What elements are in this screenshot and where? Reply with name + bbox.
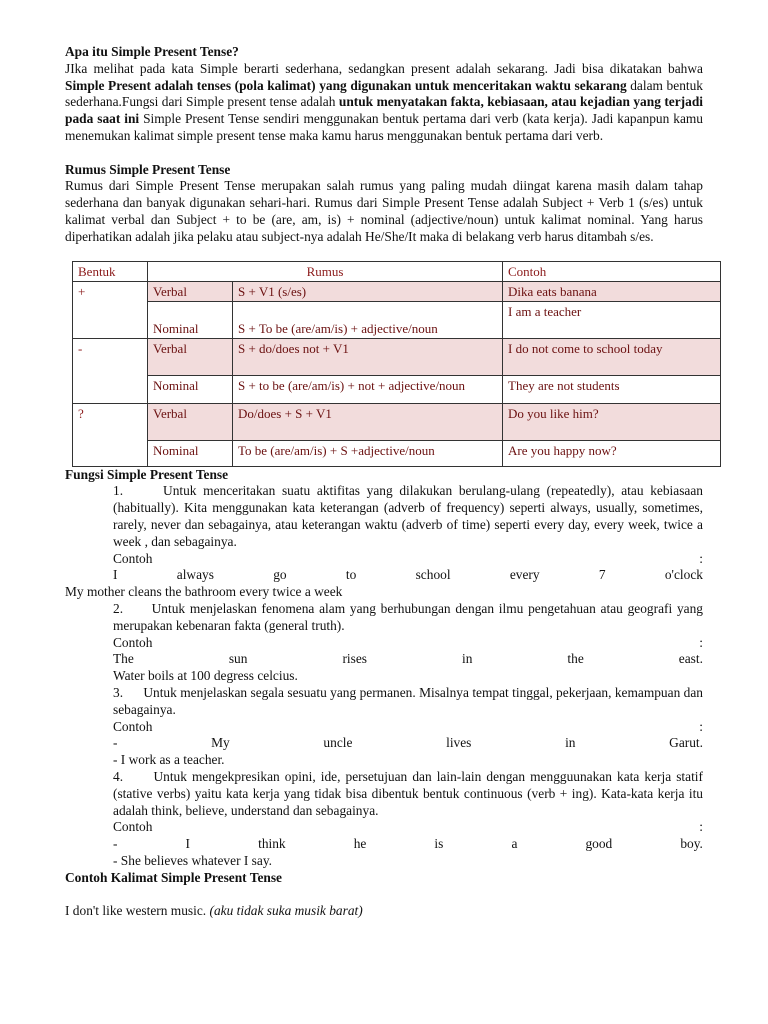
table-row (73, 440, 721, 466)
function-list (65, 483, 703, 869)
section-title-contoh-kalimat: Contoh Kalimat Simple Present Tense (65, 869, 282, 885)
table-cell-type: Nominal (148, 301, 233, 338)
example-word: - (113, 836, 118, 852)
example-sentence: Water boils at 100 degress celcius. (113, 668, 298, 684)
table-cell-example: I am a teacher (503, 301, 721, 338)
example-sentence-spread (113, 735, 703, 752)
example-word: east. (678, 651, 703, 667)
table-header-row (73, 261, 721, 281)
document-page (65, 44, 703, 920)
example-sentence-spread (113, 651, 703, 668)
colon: : (699, 819, 703, 835)
example-word: The (113, 651, 134, 667)
sign-positive: + (73, 281, 148, 338)
example-word: I (113, 567, 118, 583)
example-word: every (509, 567, 540, 583)
contoh-label-row (113, 635, 703, 652)
intro-text-a: JIka melihat pada kata Simple berarti sederhana, sedangkan present adalah sekarang. Jadi bisa dikatakan bahwa (65, 60, 703, 76)
example-word: the (567, 651, 584, 667)
function-item-text: 2. Untuk menjelaskan fenomena alam yang berhubungan dengan ilmu pengetahuan atau geografi yang merupakan kebenaran fakta (general truth). (113, 600, 703, 633)
example-sentence-spread (113, 836, 703, 853)
table-cell-type: Verbal (148, 338, 233, 375)
example-word: go (273, 567, 287, 583)
example-word: to (345, 567, 357, 583)
spacer (65, 145, 703, 162)
formula-table (72, 261, 721, 467)
section-intro-paragraph (65, 61, 703, 145)
table-cell-example: Dika eats banana (503, 281, 721, 301)
table-cell-formula: S + do/does not + V1 (233, 338, 503, 375)
example-word: in (565, 735, 576, 751)
function-item-text: 4. Untuk mengekpresikan opini, ide, persetujuan dan lain-lain dengan mengguunakan kata kerja statif (stative verbs) yaitu kata kerja yang tidak bisa dibentuk bentuk continuous (verb + ing). Kata-kata kerja itu adalah think, believe, understand dan sebagainya. (113, 768, 703, 818)
table-row (73, 301, 721, 338)
colon: : (699, 634, 703, 650)
contoh-label: Contoh (113, 718, 153, 734)
sign-question: ? (73, 403, 148, 466)
table-cell-formula: Do/does + S + V1 (233, 403, 503, 440)
example-word: good (585, 836, 613, 852)
example-sentence: - She believes whatever I say. (113, 852, 273, 868)
example-word: uncle (323, 735, 353, 751)
table-row (73, 403, 721, 440)
example-word: school (415, 567, 451, 583)
intro-bold-b: Simple Present adalah tenses (pola kalimat) yang digunakan untuk menceritakan waktu sekarang (65, 77, 627, 93)
intro-text-c: dalam bentuk sederhana.Fungsi dari Simple present tense adalah (65, 77, 703, 110)
table-row (73, 338, 721, 375)
example-english: I don't like western music. (65, 903, 210, 919)
example-word: I (185, 836, 191, 852)
table-cell-example: Are you happy now? (503, 440, 721, 466)
example-word: Garut. (669, 735, 703, 751)
example-line (65, 903, 703, 920)
example-word: rises (342, 651, 367, 667)
example-sentence-spread (113, 567, 703, 584)
example-word: 7 (598, 567, 606, 583)
spacer (65, 886, 703, 903)
colon: : (699, 550, 703, 566)
example-sentence: - I work as a teacher. (113, 752, 225, 768)
intro-text-e: Simple Present Tense sendiri menggunakan bentuk pertama dari verb (kata kerja). Jadi kapanpun kamu menemukan kalimat simple present tense maka kamu harus menggunakan bentuk pertama dari verb. (65, 111, 704, 143)
table-cell-example: They are not students (503, 375, 721, 403)
example-word: a (511, 836, 518, 852)
table-row (73, 281, 721, 301)
table-cell-type: Verbal (148, 403, 233, 440)
example-word: lives (446, 735, 472, 751)
contoh-label: Contoh (113, 550, 153, 566)
section-title-fungsi: Fungsi Simple Present Tense (65, 466, 229, 482)
table-row (73, 375, 721, 403)
contoh-label: Contoh (113, 819, 153, 835)
example-word: o'clock (664, 567, 703, 583)
section-title-apa-itu: Apa itu Simple Present Tense? (65, 44, 239, 59)
header-contoh: Contoh (503, 261, 721, 281)
intro-bold-d: untuk menyatakan fakta, kebiasaan, atau kejadian yang terjadi pada saat ini (65, 94, 703, 127)
table-cell-type: Nominal (148, 440, 233, 466)
example-word: - (113, 735, 118, 751)
table-cell-type: Verbal (148, 281, 233, 301)
table-cell-example: I do not come to school today (503, 338, 721, 375)
example-word: boy. (680, 836, 703, 852)
example-word: in (461, 651, 473, 667)
example-word: My (211, 735, 230, 751)
table-cell-formula: S + V1 (s/es) (233, 281, 503, 301)
table-cell-formula: To be (are/am/is) + S +adjective/noun (233, 440, 503, 466)
function-item-text: 1. Untuk menceritakan suatu aktifitas yang dilakukan berulang-ulang (repeatedly), atau kebiasaan (habitually). Kita menggunakan kata keterangan (adverb of frequency) seperti always, usually, sometimes, rarely, never dan sebagainya, atau keterangan waktu (adverb of time) seperti every day, every week, twice a week , dan sebagainya. (113, 483, 703, 549)
colon: : (699, 718, 703, 734)
table-cell-type: Nominal (148, 375, 233, 403)
example-word: always (176, 567, 214, 583)
contoh-label-row (113, 819, 703, 836)
example-sentence: My mother cleans the bathroom every twice a week (65, 584, 343, 600)
section-title-rumus: Rumus Simple Present Tense (65, 161, 231, 177)
example-word: sun (228, 651, 248, 667)
table-cell-formula: S + To be (are/am/is) + adjective/noun (233, 301, 503, 338)
example-word: think (258, 836, 286, 852)
table-cell-formula: S + to be (are/am/is) + not + adjective/noun (233, 375, 503, 403)
header-rumus: Rumus (148, 261, 503, 281)
function-item-text: 3. Untuk menjelaskan segala sesuatu yang permanen. Misalnya tempat tinggal, pekerjaan, kemampuan dan sebagainya. (113, 684, 703, 717)
header-bentuk: Bentuk (73, 261, 148, 281)
contoh-label-row (113, 719, 703, 736)
sign-negative: - (73, 338, 148, 403)
contoh-label: Contoh (113, 634, 153, 650)
example-translation: (aku tidak suka musik barat) (209, 903, 363, 919)
example-word: he (353, 836, 367, 852)
table-cell-example: Do you like him? (503, 403, 721, 440)
contoh-label-row (113, 551, 703, 568)
rumus-paragraph: Rumus dari Simple Present Tense merupakan salah rumus yang paling mudah diingat karena masih dalam tahap sederhana dan banyak digunakan sehari-hari. Rumus dari Simple Present Tense adalah Subject + Verb 1 (s/es) untuk kalimat verbal dan Subject + to be (are, am, is) + nominal (adjective/noun) untuk kalimat nominal. Yang harus diperhatikan adalah jika pelaku atau subject-nya adalah He/She/It maka di belakang verb harus ditambah s/es. (65, 178, 703, 244)
example-word: is (434, 836, 444, 852)
